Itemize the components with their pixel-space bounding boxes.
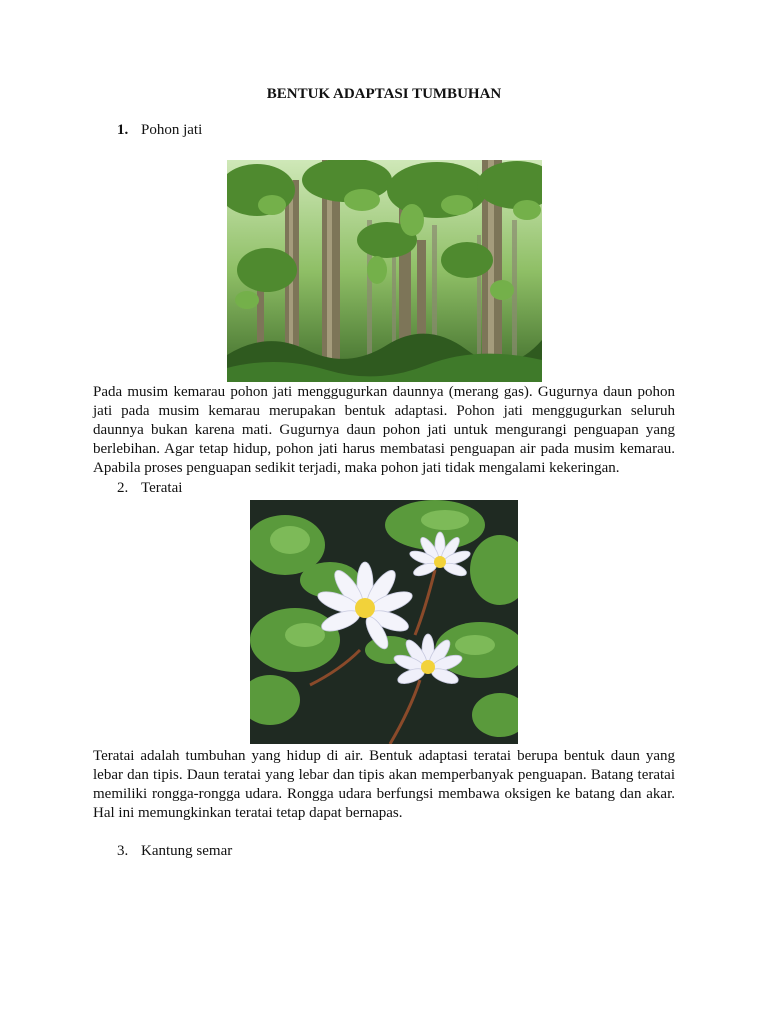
water-lily-photo [250,500,518,744]
section-heading-kantung-semar [117,843,232,860]
teak-forest-photo [227,160,542,382]
section-number: 1. [117,122,129,138]
paragraph-teratai: Teratai adalah tumbuhan yang hidup di air. Bentuk adaptasi teratai berupa bentuk daun yang lebar dan tipis. Daun teratai yang lebar dan tipis akan memperbanyak penguapan. Batang teratai memiliki rongga-rongga udara. Rongga udara berfungsi membawa oksigen ke batang dan akar. Hal ini memungkinkan teratai tetap dapat bernapas. [93,748,675,821]
document-title: BENTUK ADAPTASI TUMBUHAN [266,86,502,102]
section-number: 2. [117,480,129,496]
teak-forest-illustration [227,160,542,382]
section-heading-text: Teratai [141,480,183,496]
section-heading-text: Kantung semar [141,843,233,859]
paragraph-pohon-jati: Pada musim kemarau pohon jati menggugurkan daunnya (merang gas). Gugurnya daun pohon jati pada musim kemarau merupakan bentuk adaptasi. Pohon jati menggugurkan seluruh daunnya bukan karena mati. Gugurnya daun pohon jati untuk mengurangi penguapan yang berlebihan. Agar tetap hidup, pohon jati harus membatasi penguapan air pada musim kemarau. Apabila proses penguapan sedikit terjadi, maka pohon jati tidak mengalami kekeringan. [93,384,675,476]
section-heading-teratai [117,480,182,497]
water-lily-illustration [250,500,518,744]
section-number: 3. [117,843,129,859]
section-heading-text: Pohon jati [141,122,203,138]
section-heading-pohon-jati [117,122,202,139]
